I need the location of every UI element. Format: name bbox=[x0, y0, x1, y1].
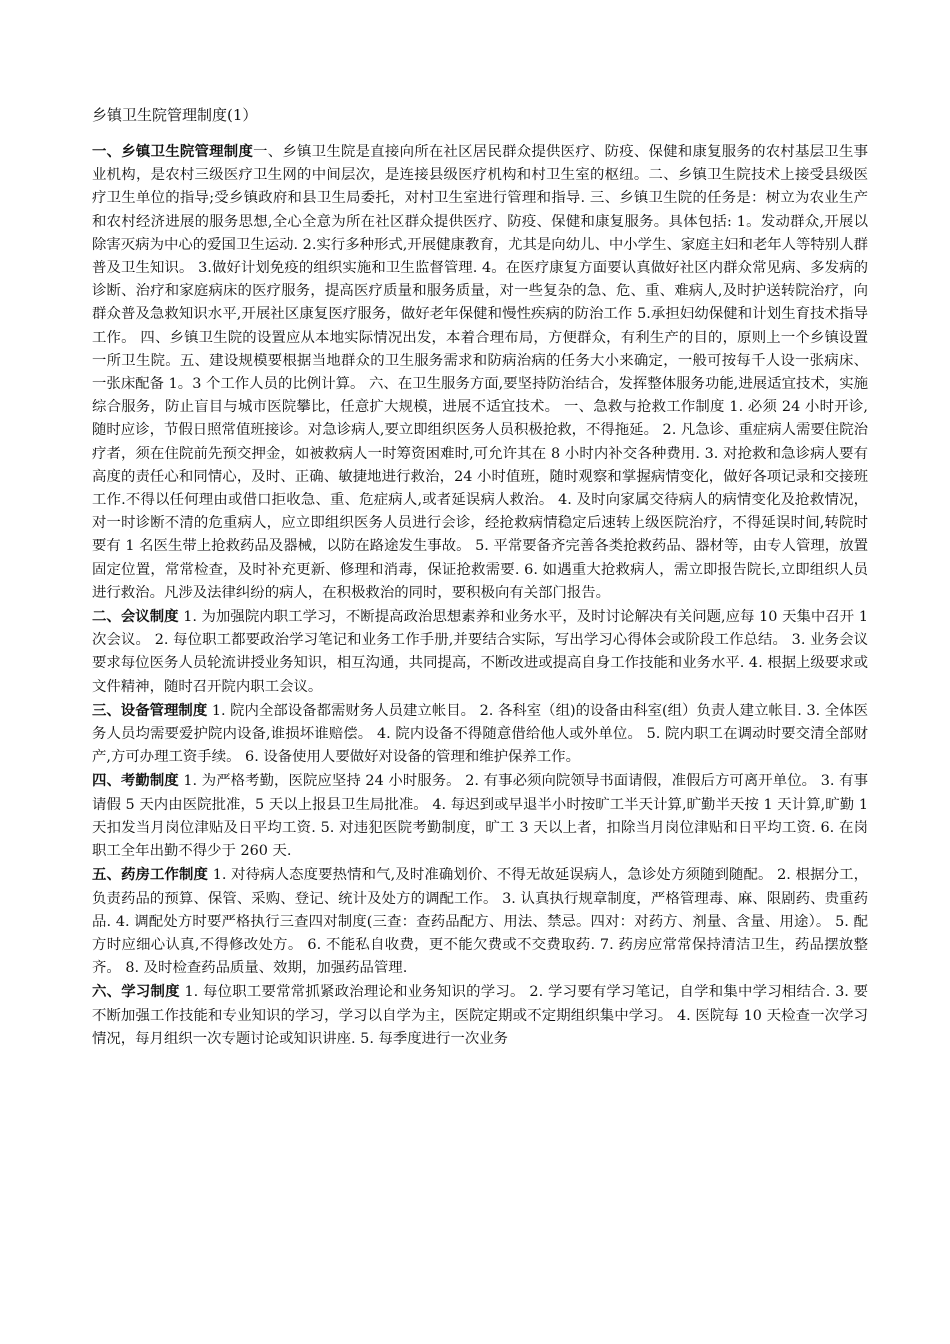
section-heading: 四、考勤制度 bbox=[92, 772, 179, 790]
section-pharmacy-work bbox=[92, 863, 868, 980]
section-heading: 一、乡镇卫生院管理制度 bbox=[92, 143, 254, 160]
section-study-system bbox=[92, 980, 868, 1051]
section-body: 1. 每位职工要常常抓紧政治理论和业务知识的学习。 2. 学习要有学习笔记，自学和集中学习相结合. 3. 要不断加强工作技能和专业知识的学习，学习以自学为主，医院定期或不定期组织集中学习。 4. 医院每 10 天检查一次学习情况，每月组织一次专题讨论或知识讲座. 5. 每季度进行一次业务 bbox=[92, 984, 868, 1047]
section-meeting-system bbox=[92, 605, 868, 699]
section-heading: 二、会议制度 bbox=[92, 608, 179, 626]
section-heading: 六、学习制度 bbox=[92, 983, 180, 1001]
section-body: 1. 院内全部设备都需财务人员建立帐目。 2. 各科室（组)的设备由科室(组）负责人建立帐目. 3. 全体医务人员均需要爱护院内设备,谁损坏谁赔偿。 4. 院内设备不得随意借给他人或外单位。 5. 院内职工在调动时要交清全部财产,方可办理工资手续。 6. 设备使用人要做好对设备的管理和维护保养工作。 bbox=[92, 702, 868, 766]
section-body: 1. 对待病人态度要热情和气,及时准确划价、不得无故延误病人，急诊处方须随到随配。 2. 根据分工，负责药品的预算、保管、采购、登记、统计及处方的调配工作。 3. 认真执行规章制度，严格管理毒、麻、限剧药、贵重药品. 4. 调配处方时要严格执行三查四对制度(三查：查药品配方、用法、禁忌。四对：对药方、剂量、含量、用途）。 5. 配方时应细心认真,不得修改处方。 6. 不能私自收费，更不能欠费或不交费取药. 7. 药房应常常保持清洁卫生，药品摆放整齐。 8. 及时检查药品质量、效期，加强药品管理. bbox=[92, 867, 868, 977]
document-page bbox=[92, 104, 868, 1051]
section-body: 1. 为加强院内职工学习，不断提高政治思想素养和业务水平，及时讨论解决有关问题,应每 10 天集中召开 1 次会议。 2. 每位职工都要政治学习笔记和业务工作手册,并要结合实际，写出学习心得体会或阶段工作总结。 3. 业务会议要求每位医务人员轮流讲授业务知识，相互沟通，共同提高，不断改进或提高自身工作技能和业务水平. 4. 根据上级要求或文件精神，随时召开院内职工会议。 bbox=[92, 609, 868, 695]
section-body: 1. 为严格考勤，医院应坚持 24 小时服务。 2. 有事必须向院领导书面请假，准假后方可离开单位。 3. 有事请假 5 天内由医院批准，5 天以上报县卫生局批准。 4. 每迟到或早退半小时按旷工半天计算,旷勤半天按 1 天计算,旷勤 1 天扣发当月岗位津贴及日平均工资. 5. 对违犯医院考勤制度，旷工 3 天以上者，扣除当月岗位津贴和日平均工资. 6. 在岗职工全年出勤不得少于 260 天. bbox=[92, 773, 868, 860]
section-heading: 五、药房工作制度 bbox=[92, 866, 209, 884]
section-attendance-system bbox=[92, 769, 868, 863]
section-equipment-management bbox=[92, 699, 868, 770]
document-title: 乡镇卫生院管理制度(1） bbox=[92, 106, 258, 124]
section-body: 一、乡镇卫生院是直接向所在社区居民群众提供医疗、防疫、保健和康复服务的农村基层卫生事业机构，是农村三级医疗卫生网的中间层次，是连接县级医疗机构和村卫生室的枢纽。二、乡镇卫生院技术上接受县级医疗卫生单位的指导;受乡镇政府和县卫生局委托，对村卫生室进行管理和指导. 三、乡镇卫生院的任务是：树立为农业生产和农村经济进展的服务思想,全心全意为所在社区群众提供医疗、防疫、保健和康复服务。具体包括: 1。发动群众,开展以除害灭病为中心的爱国卫生运动. 2.实行多种形式,开展健康教育，尤其是向幼儿、中小学生、家庭主妇和老年人等特别人群普及卫生知识。 3.做好计划免疫的组织实施和卫生监督管理. 4。在医疗康复方面要认真做好社区内群众常见病、多发病的诊断、治疗和家庭病床的医疗服务，提高医疗质量和服务质量，对一些复杂的急、危、重、难病人,及时护送转院治疗，向群众普及急救知识水平,开展社区康复医疗服务，做好老年保健和慢性疾病的防治工作 5.承担妇幼保健和计划生育技术指导工作。 四、乡镇卫生院的设置应从本地实际情况出发，本着合理布局，方便群众，有利生产的目的，原则上一个乡镇设置一所卫生院。五、建设规模要根据当地群众的卫生服务需求和防病治病的任务大小来确定，一般可按每千人设一张病床、一张床配备 1。3 个工作人员的比例计算。 六、在卫生服务方面,要坚持防治结合，发挥整体服务功能,进展适宜技术，实施综合服务，防止盲目与城市医院攀比，任意扩大规模，进展不适宜技术。 一、急救与抢救工作制度 1. 必须 24 小时开诊,随时应诊，节假日照常值班接诊。对急诊病人,要立即组织医务人员积极抢救，不得拖延。 2. 凡急诊、重症病人需要住院治疗者，须在住院前先预交押金，如被救病人一时筹资困难时,可允许其在 8 小时内补交各种费用. 3. 对抢救和急诊病人要有高度的责任心和同情心，及时、正确、敏捷地进行救治，24 小时值班，随时观察和掌握病情变化，做好各项记录和交接班工作.不得以任何理由或借口拒收急、重、危症病人,或者延误病人救治。 4. 及时向家属交待病人的病情变化及抢救情况，对一时诊断不清的危重病人，应立即组织医务人员进行会诊，经抢救病情稳定后速转上级医院治疗，不得延误时间,转院时要有 1 名医生带上抢救药品及器械，以防在路途发生事故。 5. 平常要备齐完善各类抢救药品、器材等，由专人管理，放置固定位置，常常检查，及时补充更新、修理和消毒，保证抢救需要. 6. 如遇重大抢救病人，需立即报告院长,立即组织人员进行救治。凡涉及法律纠纷的病人，在积极救治的同时，要积极向有关部门报告。 bbox=[92, 144, 868, 601]
section-township-hospital-management bbox=[92, 140, 868, 605]
section-heading: 三、设备管理制度 bbox=[92, 701, 208, 719]
